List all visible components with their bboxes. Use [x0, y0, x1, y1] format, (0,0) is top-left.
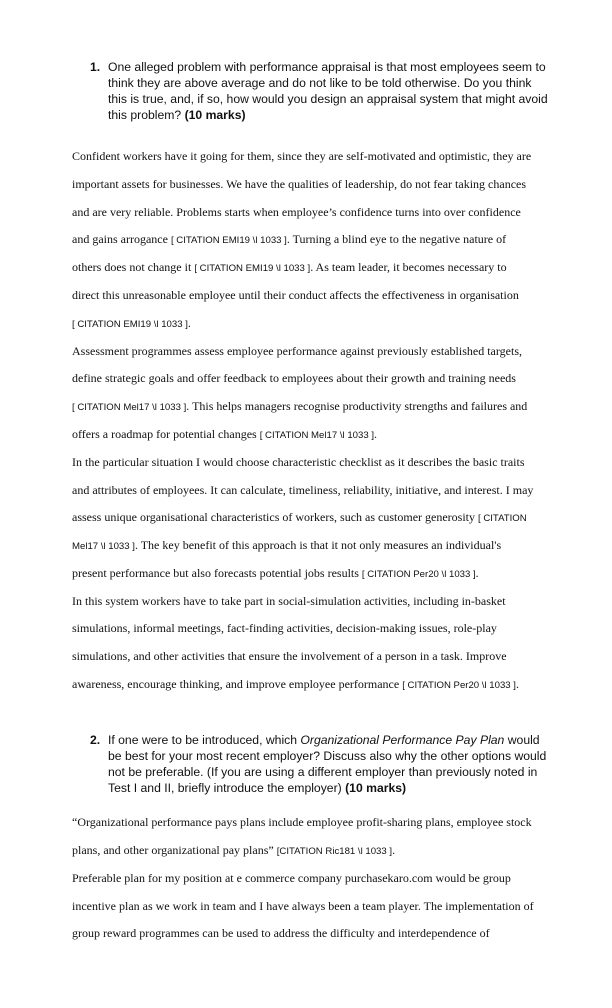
citation: [ CITATION Per20 \l 1033 ]	[402, 680, 516, 691]
citation: [ CITATION	[478, 513, 527, 524]
text-line: [ CITATION Mel17 \l 1033 ]. This helps managers recognise productivity strengths and failures and	[72, 399, 528, 413]
text-line: plans, and other organizational pay plans” [CITATION Ric181 \l 1033 ].	[72, 843, 396, 857]
text-line: simulations, and other activities that ensure the involvement of a person in a task. Improve	[72, 649, 507, 663]
text-line: offers a roadmap for potential changes [ CITATION Mel17 \l 1033 ].	[72, 427, 377, 441]
citation: [ CITATION Mel17 \l 1033 ]	[72, 402, 187, 413]
marks-label: (10 marks)	[345, 781, 407, 795]
text-line: Confident workers have it going for them, since they are self-motivated and optimistic, they are	[72, 149, 532, 163]
italic-term: Organizational Performance Pay Plan	[300, 733, 505, 747]
citation: Mel17 \l 1033 ]	[72, 541, 135, 552]
citation: [ CITATION Mel17 \l 1033 ]	[259, 430, 374, 441]
marks-label: (10 marks)	[184, 108, 246, 122]
text-line: others does not change it [ CITATION EMI19 \l 1033 ]. As team leader, it becomes necessary to	[72, 260, 507, 274]
citation: [ CITATION EMI19 \l 1033 ]	[170, 235, 287, 246]
text-line: “Organizational performance pays plans include employee profit-sharing plans, employee stock	[72, 815, 532, 829]
text-line: and are very reliable. Problems starts when employee’s confidence turns into over confidence	[72, 205, 521, 219]
text-line: group reward programmes can be used to address the difficulty and interdependence of	[72, 926, 490, 940]
text-line: direct this unreasonable employee until their conduct affects the effectiveness in organisation	[72, 288, 519, 302]
text-line: incentive plan as we work in team and I have always been a team player. The implementation of	[72, 899, 534, 913]
text-line: simulations, informal meetings, fact-finding activities, decision-making issues, role-play	[72, 621, 497, 635]
question-number: 1.	[90, 60, 101, 74]
text-line: [ CITATION EMI19 \l 1033 ].	[72, 316, 191, 330]
text-line: important assets for businesses. We have the qualities of leadership, do not fear taking chances	[72, 177, 527, 191]
citation: [CITATION Ric181 \l 1033 ]	[276, 846, 393, 857]
text-line: Assessment programmes assess employee performance against previously established targets,	[72, 344, 522, 358]
text-line: and attributes of employees. It can calculate, timeliness, reliability, initiative, and interest. I may	[72, 483, 534, 497]
text-line: Mel17 \l 1033 ]. The key benefit of this approach is that it not only measures an individual's	[72, 538, 502, 552]
citation: [ CITATION EMI19 \l 1033 ]	[194, 263, 311, 274]
text-line: and gains arrogance [ CITATION EMI19 \l 1033 ]. Turning a blind eye to the negative nature of	[72, 232, 507, 246]
text-line: present performance but also forecasts potential jobs results [ CITATION Per20 \l 1033 ].	[72, 566, 479, 580]
text-line: Preferable plan for my position at e commerce company purchasekaro.com would be group	[72, 871, 511, 885]
citation: [ CITATION Per20 \l 1033 ]	[361, 569, 476, 580]
question-text: One alleged problem with performance appraisal is that most employees seem to think they are above average and do not like to be told otherwise. Do you think this is true, and, if so, how would you design an appraisal system that might avoid this problem? (10 marks)	[108, 60, 548, 122]
text-line: awareness, encourage thinking, and improve employee performance [ CITATION Per20 \l 1033 ].	[72, 677, 519, 691]
text-line: assess unique organisational characteristics of workers, such as customer generosity [ CITATION	[72, 510, 527, 524]
citation: [ CITATION EMI19 \l 1033 ]	[72, 319, 188, 330]
question-text: If one were to be introduced, which Organizational Performance Pay Plan would be best for your most recent employer? Discuss also why the other options would not be preferable. (If you are using a different employer than previously noted in Test I and II, briefly introduce the employer) (10 marks)	[108, 733, 547, 795]
text-line: In this system workers have to take part in social-simulation activities, including in-basket	[72, 594, 506, 608]
question-number: 2.	[90, 733, 101, 747]
text-line: define strategic goals and offer feedback to employees about their growth and training needs	[72, 371, 516, 385]
text-line: In the particular situation I would choose characteristic checklist as it describes the basic traits	[72, 455, 525, 469]
